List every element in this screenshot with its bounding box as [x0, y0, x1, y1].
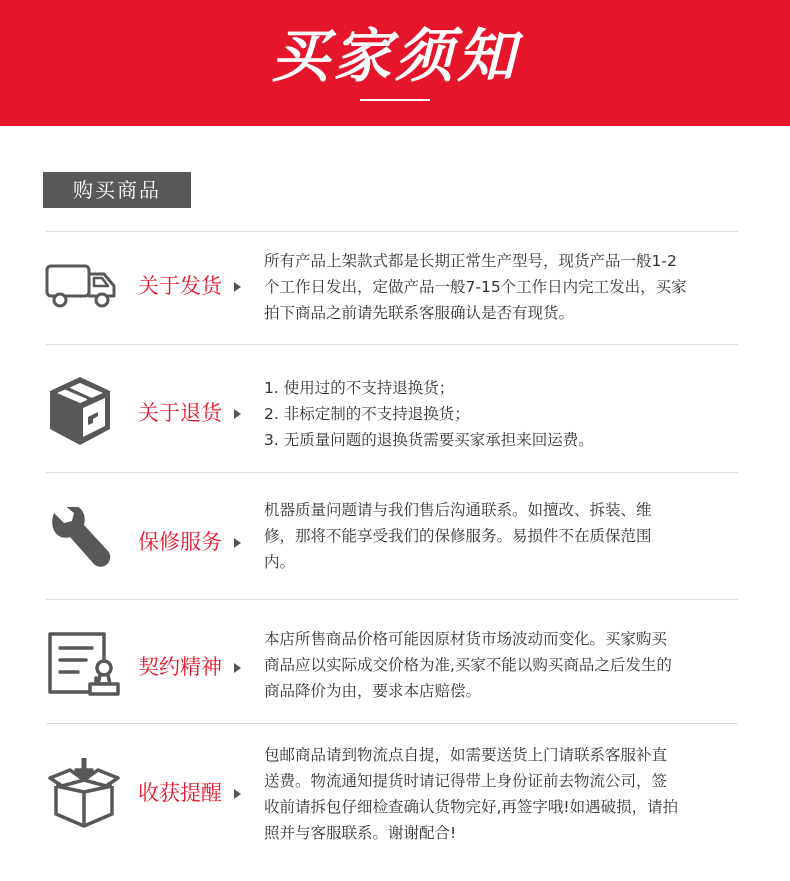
header-banner — [0, 0, 790, 126]
notice-row-receipt — [0, 724, 790, 881]
notice-row-shipping — [0, 232, 790, 344]
desc-warranty: 机器质量问题请与我们售后沟通联系。如擅改、拆装、维 修，那将不能享受我们的保修服务。易损件不在质保范围 内。 — [264, 501, 652, 571]
label-returns: 关于退货 — [138, 401, 222, 425]
desc-contract: 本店所售商品价格可能因原材货市场波动而变化。买家购买 商品应以实际成交价格为准,买家不能以购买商品之后发生的 商品降价为由，要求本店赔偿。 — [264, 630, 672, 700]
label-warranty: 保修服务 — [138, 530, 222, 554]
arrow-icon — [234, 789, 241, 799]
arrow-icon — [234, 282, 241, 292]
arrow-icon — [234, 409, 241, 419]
label-contract: 契约精神 — [138, 655, 222, 679]
label-receipt: 收获提醒 — [138, 781, 222, 805]
notice-row-warranty — [0, 473, 790, 599]
contract-stamp-icon — [46, 630, 122, 706]
label-shipping: 关于发货 — [138, 274, 222, 298]
arrow-icon — [234, 663, 241, 673]
page-title: 买家须知 — [270, 22, 519, 90]
arrow-icon — [234, 538, 241, 548]
section-tag: 购买商品 — [43, 172, 191, 208]
open-box-download-icon — [46, 756, 122, 832]
desc-receipt: 包邮商品请到物流点自提，如需要送货上门请联系客服补直 送费。物流通知提货时请记得带上身份证前去物流公司，签 收前请拆包仔细检查确认货物完好,再签字哦!如遇破损，请拍 照并与客服联系。谢谢配合! — [264, 746, 679, 842]
notice-row-contract — [0, 600, 790, 723]
package-box-icon — [48, 375, 112, 451]
title-underline — [360, 99, 430, 101]
wrench-icon — [50, 507, 112, 573]
desc-shipping: 所有产品上架款式都是长期正常生产型号，现货产品一般1-2 个工作日发出，定做产品一般7-15个工作日内完工发出，买家 拍下商品之前请先联系客服确认是否有现货。 — [264, 252, 687, 322]
desc-returns: 1. 使用过的不支持退换货； 2. 非标定制的不支持退换货； 3. 无质量问题的退换货需要买家承担来回运费。 — [264, 379, 594, 449]
notice-row-returns — [0, 345, 790, 471]
delivery-truck-icon — [44, 260, 118, 314]
